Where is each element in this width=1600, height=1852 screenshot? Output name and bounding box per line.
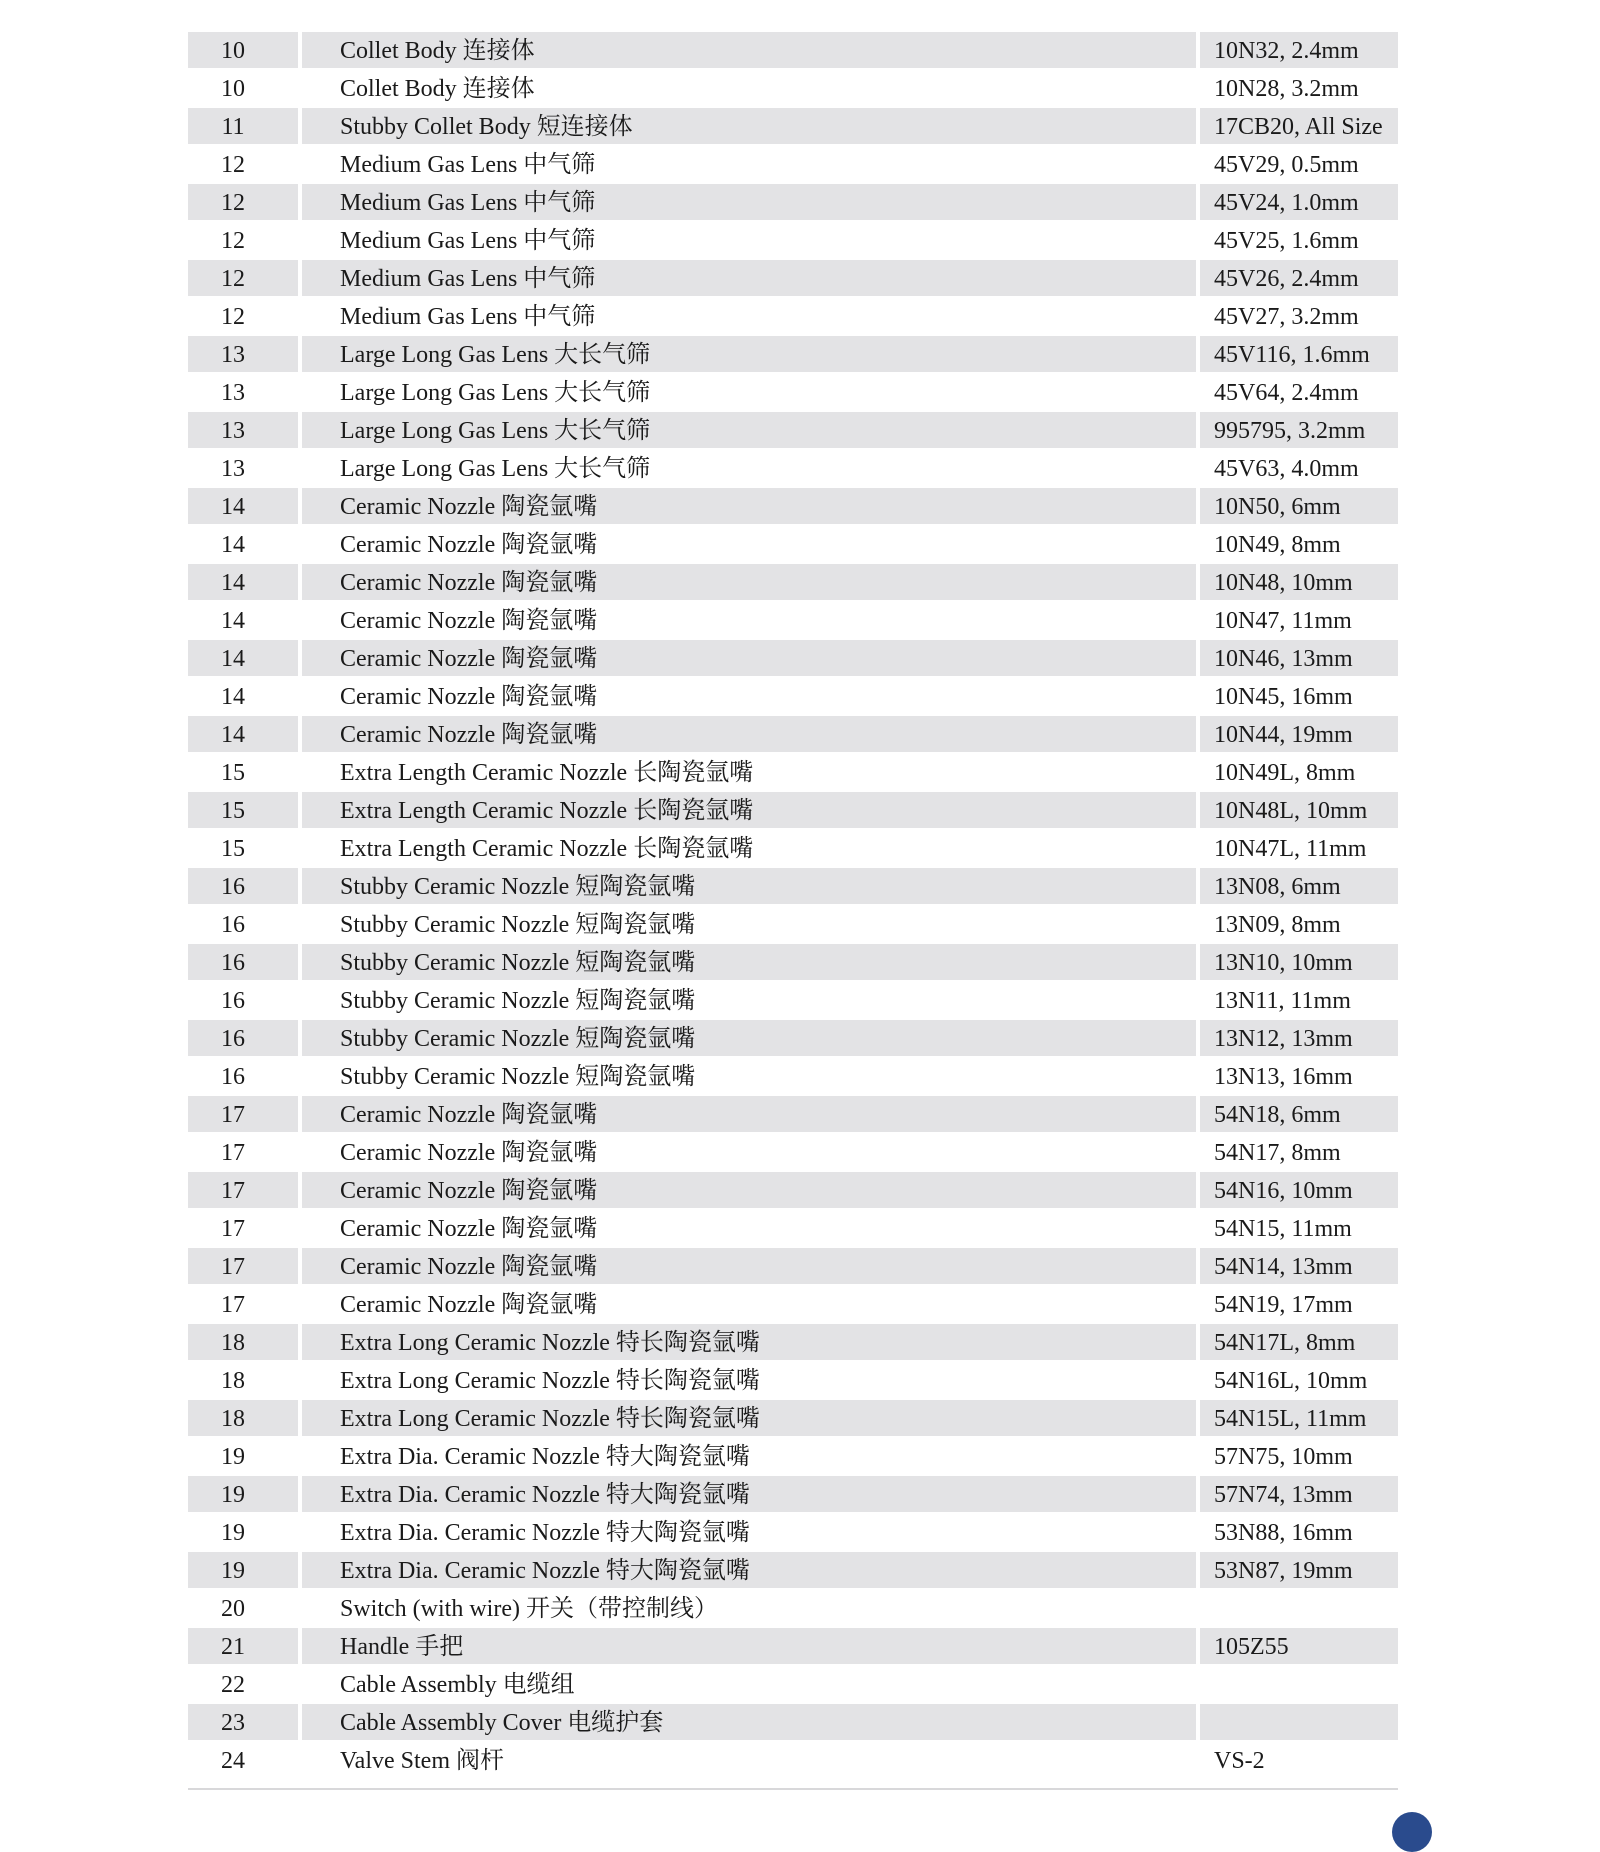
part-code-cell: 45V24, 1.0mm	[1200, 184, 1398, 220]
table-row	[188, 1666, 1398, 1704]
corner-logo-mark	[1392, 1812, 1432, 1852]
item-number-cell: 12	[221, 304, 245, 330]
table-row	[188, 488, 1398, 526]
item-number-cell: 14	[221, 532, 245, 558]
item-number-cell: 19	[188, 1552, 298, 1588]
table-row	[188, 1172, 1398, 1210]
description-cell: Extra Dia. Ceramic Nozzle 特大陶瓷氩嘴	[340, 1520, 750, 1546]
description-cell: Ceramic Nozzle 陶瓷氩嘴	[302, 716, 1196, 752]
table-row	[188, 602, 1398, 640]
part-code-cell: 10N49, 8mm	[1214, 532, 1341, 558]
item-number-cell: 11	[188, 108, 298, 144]
description-cell: Stubby Ceramic Nozzle 短陶瓷氩嘴	[340, 1064, 696, 1090]
description-cell: Ceramic Nozzle 陶瓷氩嘴	[340, 608, 598, 634]
part-code-cell: 45V29, 0.5mm	[1214, 152, 1359, 178]
description-cell: Ceramic Nozzle 陶瓷氩嘴	[340, 1216, 598, 1242]
part-code-cell: 13N08, 6mm	[1200, 868, 1398, 904]
part-code-cell: 54N19, 17mm	[1214, 1292, 1353, 1318]
item-number-cell: 18	[188, 1324, 298, 1360]
item-number-cell: 14	[188, 488, 298, 524]
description-cell: Stubby Collet Body 短连接体	[302, 108, 1196, 144]
table-row	[188, 716, 1398, 754]
table-row	[188, 70, 1398, 108]
item-number-cell: 15	[188, 792, 298, 828]
item-number-cell: 23	[188, 1704, 298, 1740]
part-code-cell: 13N13, 16mm	[1214, 1064, 1353, 1090]
description-cell: Ceramic Nozzle 陶瓷氩嘴	[340, 684, 598, 710]
item-number-cell: 13	[188, 412, 298, 448]
item-number-cell: 17	[188, 1248, 298, 1284]
description-cell: Stubby Ceramic Nozzle 短陶瓷氩嘴	[302, 944, 1196, 980]
description-cell: Ceramic Nozzle 陶瓷氩嘴	[302, 1248, 1196, 1284]
table-row	[188, 184, 1398, 222]
table-row	[188, 1248, 1398, 1286]
part-code-cell	[1200, 1590, 1398, 1626]
part-code-cell: 54N16L, 10mm	[1214, 1368, 1368, 1394]
item-number-cell: 15	[221, 760, 245, 786]
description-cell: Stubby Ceramic Nozzle 短陶瓷氩嘴	[340, 912, 696, 938]
part-code-cell: 54N15L, 11mm	[1200, 1400, 1398, 1436]
item-number-cell: 14	[188, 640, 298, 676]
table-row	[188, 1210, 1398, 1248]
part-code-cell: 10N45, 16mm	[1214, 684, 1353, 710]
description-cell: Extra Long Ceramic Nozzle 特长陶瓷氩嘴	[340, 1368, 760, 1394]
part-code-cell: 54N17L, 8mm	[1200, 1324, 1398, 1360]
description-cell: Extra Long Ceramic Nozzle 特长陶瓷氩嘴	[302, 1324, 1196, 1360]
table-row	[188, 1134, 1398, 1172]
item-number-cell: 14	[188, 716, 298, 752]
table-row	[188, 146, 1398, 184]
part-code-cell: 13N09, 8mm	[1214, 912, 1341, 938]
part-code-cell: 13N10, 10mm	[1200, 944, 1398, 980]
part-code-cell: 57N74, 13mm	[1200, 1476, 1398, 1512]
description-cell: Large Long Gas Lens 大长气筛	[340, 456, 651, 482]
part-code-cell: 54N14, 13mm	[1200, 1248, 1398, 1284]
part-code-cell: 105Z55	[1200, 1628, 1398, 1664]
part-code-cell: VS-2	[1214, 1748, 1265, 1774]
part-code-cell: 45V116, 1.6mm	[1200, 336, 1398, 372]
item-number-cell: 16	[221, 988, 245, 1014]
part-code-cell: 45V25, 1.6mm	[1214, 228, 1359, 254]
table-row	[188, 526, 1398, 564]
table-row	[188, 1438, 1398, 1476]
table-row	[188, 1514, 1398, 1552]
item-number-cell: 12	[221, 152, 245, 178]
item-number-cell: 17	[188, 1096, 298, 1132]
item-number-cell: 17	[221, 1140, 245, 1166]
table-row	[188, 640, 1398, 678]
item-number-cell: 13	[188, 336, 298, 372]
part-code-cell: 54N18, 6mm	[1200, 1096, 1398, 1132]
table-row	[188, 1058, 1398, 1096]
table-row	[188, 792, 1398, 830]
description-cell: Medium Gas Lens 中气筛	[340, 152, 596, 178]
table-row	[188, 336, 1398, 374]
part-code-cell: 10N49L, 8mm	[1214, 760, 1356, 786]
table-row	[188, 830, 1398, 868]
item-number-cell: 10	[221, 76, 245, 102]
description-cell: Extra Dia. Ceramic Nozzle 特大陶瓷氩嘴	[302, 1552, 1196, 1588]
table-row	[188, 108, 1398, 146]
description-cell: Switch (with wire) 开关（带控制线）	[340, 1596, 718, 1622]
description-cell: Collet Body 连接体	[302, 32, 1196, 68]
part-code-cell	[1200, 1704, 1398, 1740]
item-number-cell: 19	[188, 1476, 298, 1512]
item-number-cell: 16	[221, 1064, 245, 1090]
part-code-cell: 10N32, 2.4mm	[1200, 32, 1398, 68]
item-number-cell: 12	[188, 184, 298, 220]
description-cell: Medium Gas Lens 中气筛	[340, 228, 596, 254]
item-number-cell: 19	[221, 1520, 245, 1546]
item-number-cell: 21	[188, 1628, 298, 1664]
table-row	[188, 260, 1398, 298]
part-code-cell: 53N87, 19mm	[1200, 1552, 1398, 1588]
part-code-cell: 45V64, 2.4mm	[1214, 380, 1359, 406]
description-cell: Ceramic Nozzle 陶瓷氩嘴	[302, 488, 1196, 524]
table-row	[188, 678, 1398, 716]
description-cell: Large Long Gas Lens 大长气筛	[340, 380, 651, 406]
table-row	[188, 298, 1398, 336]
table-row	[188, 1476, 1398, 1514]
description-cell: Medium Gas Lens 中气筛	[340, 304, 596, 330]
item-number-cell: 18	[221, 1368, 245, 1394]
part-code-cell: 45V27, 3.2mm	[1214, 304, 1359, 330]
table-row	[188, 1020, 1398, 1058]
description-cell: Cable Assembly Cover 电缆护套	[302, 1704, 1196, 1740]
item-number-cell: 12	[221, 228, 245, 254]
part-code-cell: 13N11, 11mm	[1214, 988, 1351, 1014]
table-row	[188, 1400, 1398, 1438]
part-code-cell: 10N48L, 10mm	[1200, 792, 1398, 828]
description-cell: Ceramic Nozzle 陶瓷氩嘴	[302, 640, 1196, 676]
table-row	[188, 374, 1398, 412]
item-number-cell: 17	[221, 1292, 245, 1318]
description-cell: Ceramic Nozzle 陶瓷氩嘴	[340, 532, 598, 558]
description-cell: Extra Length Ceramic Nozzle 长陶瓷氩嘴	[340, 836, 754, 862]
description-cell: Ceramic Nozzle 陶瓷氩嘴	[302, 1172, 1196, 1208]
part-code-cell: 53N88, 16mm	[1214, 1520, 1353, 1546]
table-row	[188, 1742, 1398, 1780]
item-number-cell: 20	[221, 1596, 245, 1622]
part-code-cell: 45V26, 2.4mm	[1200, 260, 1398, 296]
item-number-cell: 10	[188, 32, 298, 68]
part-code-cell: 10N44, 19mm	[1200, 716, 1398, 752]
table-row	[188, 982, 1398, 1020]
part-code-cell: 995795, 3.2mm	[1200, 412, 1398, 448]
item-number-cell: 16	[221, 912, 245, 938]
item-number-cell: 12	[188, 260, 298, 296]
description-cell: Extra Dia. Ceramic Nozzle 特大陶瓷氩嘴	[340, 1444, 750, 1470]
description-cell: Ceramic Nozzle 陶瓷氩嘴	[302, 564, 1196, 600]
table-row	[188, 1552, 1398, 1590]
part-code-cell: 10N48, 10mm	[1200, 564, 1398, 600]
item-number-cell: 24	[221, 1748, 245, 1774]
item-number-cell: 17	[188, 1172, 298, 1208]
table-row	[188, 32, 1398, 70]
item-number-cell: 17	[221, 1216, 245, 1242]
table-row	[188, 1590, 1398, 1628]
part-code-cell: 10N50, 6mm	[1200, 488, 1398, 524]
description-cell: Valve Stem 阀杆	[340, 1748, 504, 1774]
table-row	[188, 1286, 1398, 1324]
description-cell: Extra Long Ceramic Nozzle 特长陶瓷氩嘴	[302, 1400, 1196, 1436]
part-code-cell: 10N47L, 11mm	[1214, 836, 1367, 862]
table-row	[188, 1096, 1398, 1134]
description-cell: Ceramic Nozzle 陶瓷氩嘴	[340, 1292, 598, 1318]
item-number-cell: 15	[221, 836, 245, 862]
table-row	[188, 450, 1398, 488]
description-cell: Handle 手把	[302, 1628, 1196, 1664]
part-code-cell: 54N17, 8mm	[1214, 1140, 1341, 1166]
description-cell: Large Long Gas Lens 大长气筛	[302, 336, 1196, 372]
part-code-cell: 10N47, 11mm	[1214, 608, 1352, 634]
description-cell: Ceramic Nozzle 陶瓷氩嘴	[302, 1096, 1196, 1132]
table-row	[188, 1704, 1398, 1742]
description-cell: Stubby Ceramic Nozzle 短陶瓷氩嘴	[302, 1020, 1196, 1056]
description-cell: Cable Assembly 电缆组	[340, 1672, 575, 1698]
description-cell: Collet Body 连接体	[340, 76, 535, 102]
item-number-cell: 13	[221, 380, 245, 406]
table-row	[188, 1628, 1398, 1666]
parts-table	[188, 32, 1398, 1780]
item-number-cell: 19	[221, 1444, 245, 1470]
description-cell: Large Long Gas Lens 大长气筛	[302, 412, 1196, 448]
part-code-cell: 57N75, 10mm	[1214, 1444, 1353, 1470]
item-number-cell: 16	[188, 1020, 298, 1056]
description-cell: Medium Gas Lens 中气筛	[302, 260, 1196, 296]
description-cell: Medium Gas Lens 中气筛	[302, 184, 1196, 220]
part-code-cell: 54N16, 10mm	[1200, 1172, 1398, 1208]
item-number-cell: 18	[188, 1400, 298, 1436]
part-code-cell: 17CB20, All Size	[1200, 108, 1398, 144]
table-row	[188, 564, 1398, 602]
table-row	[188, 1324, 1398, 1362]
description-cell: Extra Dia. Ceramic Nozzle 特大陶瓷氩嘴	[302, 1476, 1196, 1512]
part-code-cell	[1200, 1666, 1398, 1702]
description-cell: Extra Length Ceramic Nozzle 长陶瓷氩嘴	[340, 760, 754, 786]
table-bottom-rule	[188, 1788, 1398, 1790]
table-row	[188, 412, 1398, 450]
part-code-cell: 10N46, 13mm	[1200, 640, 1398, 676]
description-cell: Extra Length Ceramic Nozzle 长陶瓷氩嘴	[302, 792, 1196, 828]
item-number-cell: 14	[221, 684, 245, 710]
item-number-cell: 14	[221, 608, 245, 634]
table-row	[188, 944, 1398, 982]
table-row	[188, 868, 1398, 906]
part-code-cell: 45V63, 4.0mm	[1214, 456, 1359, 482]
table-row	[188, 754, 1398, 792]
item-number-cell: 16	[188, 868, 298, 904]
table-row	[188, 1362, 1398, 1400]
part-code-cell: 13N12, 13mm	[1200, 1020, 1398, 1056]
description-cell: Stubby Ceramic Nozzle 短陶瓷氩嘴	[340, 988, 696, 1014]
item-number-cell: 22	[221, 1672, 245, 1698]
table-row	[188, 222, 1398, 260]
item-number-cell: 14	[188, 564, 298, 600]
part-code-cell: 10N28, 3.2mm	[1214, 76, 1359, 102]
item-number-cell: 13	[221, 456, 245, 482]
table-row	[188, 906, 1398, 944]
item-number-cell: 16	[188, 944, 298, 980]
description-cell: Stubby Ceramic Nozzle 短陶瓷氩嘴	[302, 868, 1196, 904]
part-code-cell: 54N15, 11mm	[1214, 1216, 1352, 1242]
description-cell: Ceramic Nozzle 陶瓷氩嘴	[340, 1140, 598, 1166]
